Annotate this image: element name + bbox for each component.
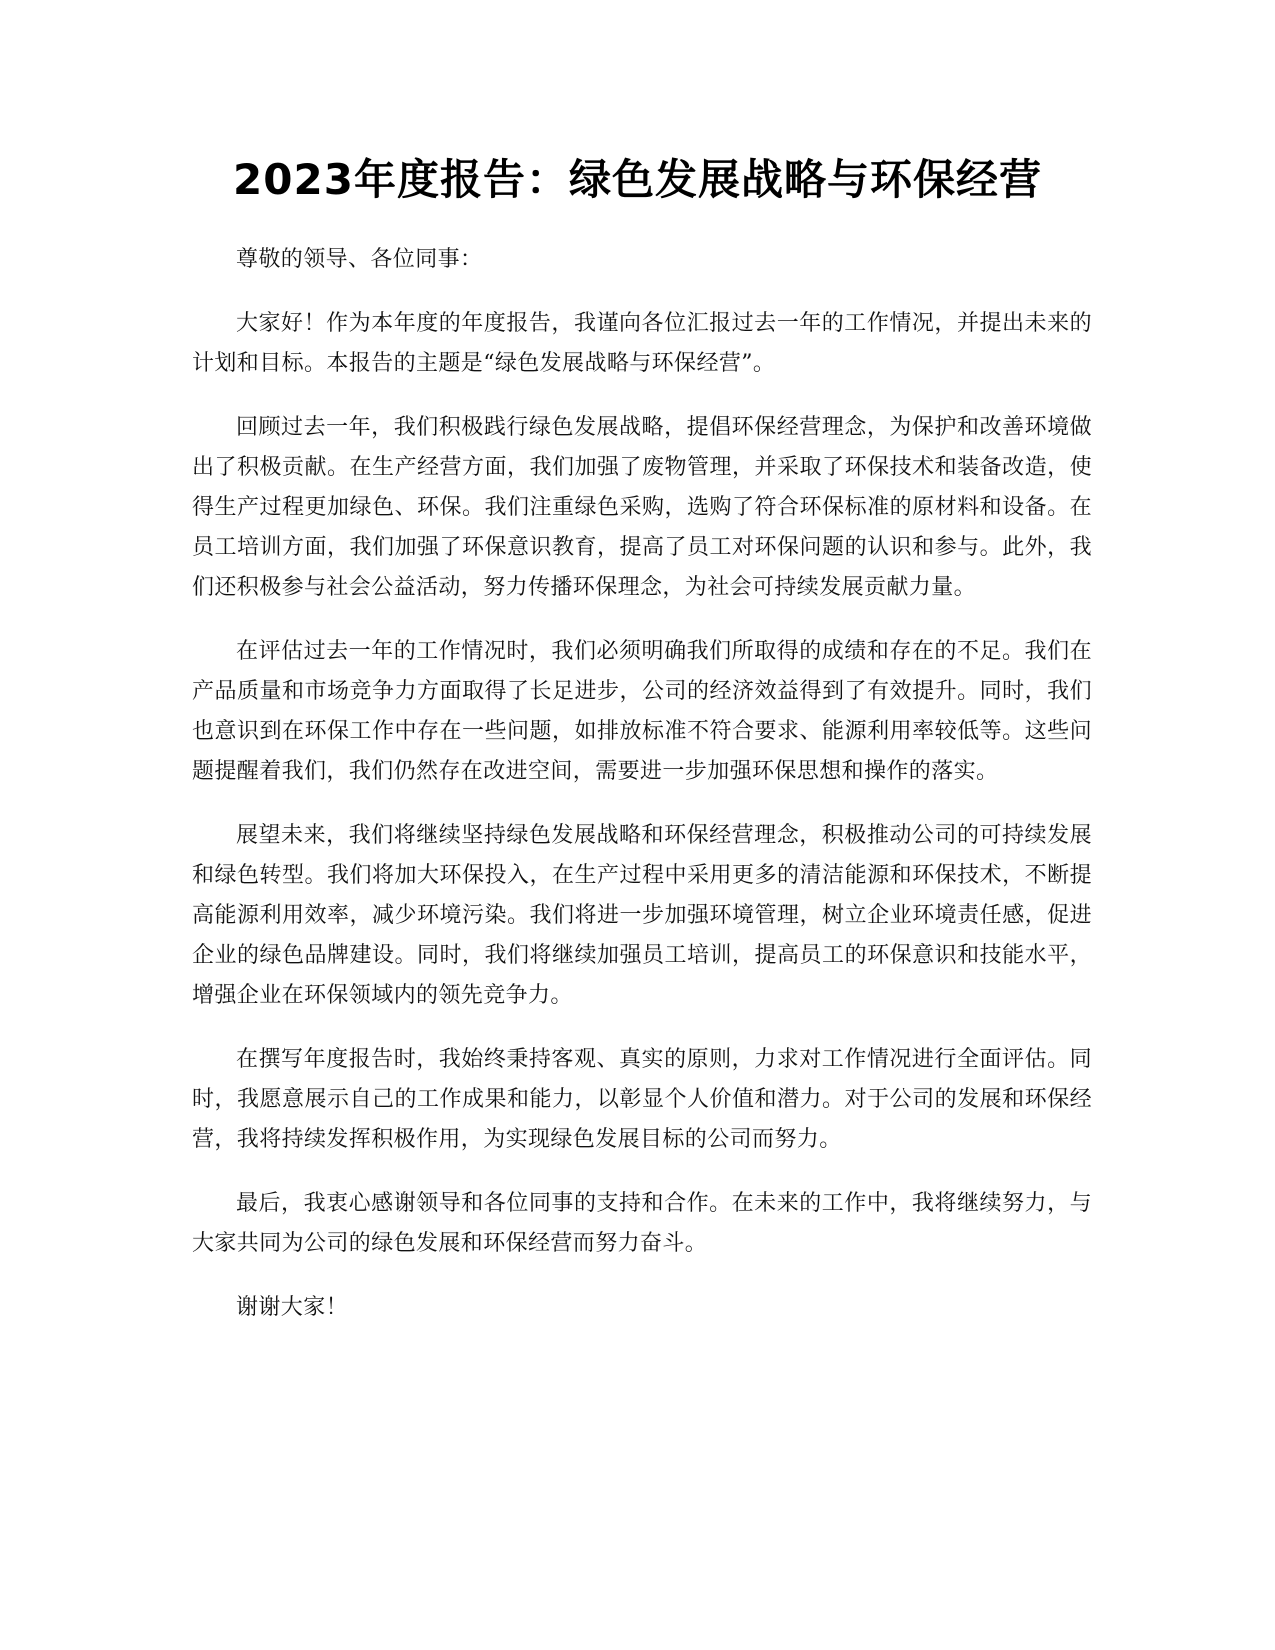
paragraph-intro: 大家好！作为本年度的年度报告，我谨向各位汇报过去一年的工作情况，并提出未来的计划和目标。本报告的主题是“绿色发展战略与环保经营”。	[192, 311, 1092, 376]
paragraph-principles: 在撰写年度报告时，我始终秉持客观、真实的原则，力求对工作情况进行全面评估。同时，我愿意展示自己的工作成果和能力，以彰显个人价值和潜力。对于公司的发展和环保经营，我将持续发挥积极作用，为实现绿色发展目标的公司而努力。	[192, 1047, 1092, 1152]
document-body	[192, 240, 1092, 1352]
closing-line: 谢谢大家！	[236, 1295, 349, 1320]
paragraph-review: 回顾过去一年，我们积极践行绿色发展战略，提倡环保经营理念，为保护和改善环境做出了积极贡献。在生产经营方面，我们加强了废物管理，并采取了环保技术和装备改造，使得生产过程更加绿色、环保。我们注重绿色采购，选购了符合环保标准的原材料和设备。在员工培训方面，我们加强了环保意识教育，提高了员工对环保问题的认识和参与。此外，我们还积极参与社会公益活动，努力传播环保理念，为社会可持续发展贡献力量。	[192, 415, 1092, 600]
salutation: 尊敬的领导、各位同事：	[236, 247, 483, 272]
paragraph-outlook: 展望未来，我们将继续坚持绿色发展战略和环保经营理念，积极推动公司的可持续发展和绿色转型。我们将加大环保投入，在生产过程中采用更多的清洁能源和环保技术，不断提高能源利用效率，减少环境污染。我们将进一步加强环境管理，树立企业环境责任感，促进企业的绿色品牌建设。同时，我们将继续加强员工培训，提高员工的环保意识和技能水平，增强企业在环保领域内的领先竞争力。	[192, 823, 1092, 1008]
paragraph-evaluation: 在评估过去一年的工作情况时，我们必须明确我们所取得的成绩和存在的不足。我们在产品质量和市场竞争力方面取得了长足进步，公司的经济效益得到了有效提升。同时，我们也意识到在环保工作中存在一些问题，如排放标准不符合要求、能源利用率较低等。这些问题提醒着我们，我们仍然存在改进空间，需要进一步加强环保思想和操作的落实。	[192, 639, 1092, 784]
paragraph-thanks: 最后，我衷心感谢领导和各位同事的支持和合作。在未来的工作中，我将继续努力，与大家共同为公司的绿色发展和环保经营而努力奋斗。	[192, 1191, 1092, 1256]
document-title: 2023年度报告：绿色发展战略与环保经营	[233, 155, 1042, 204]
